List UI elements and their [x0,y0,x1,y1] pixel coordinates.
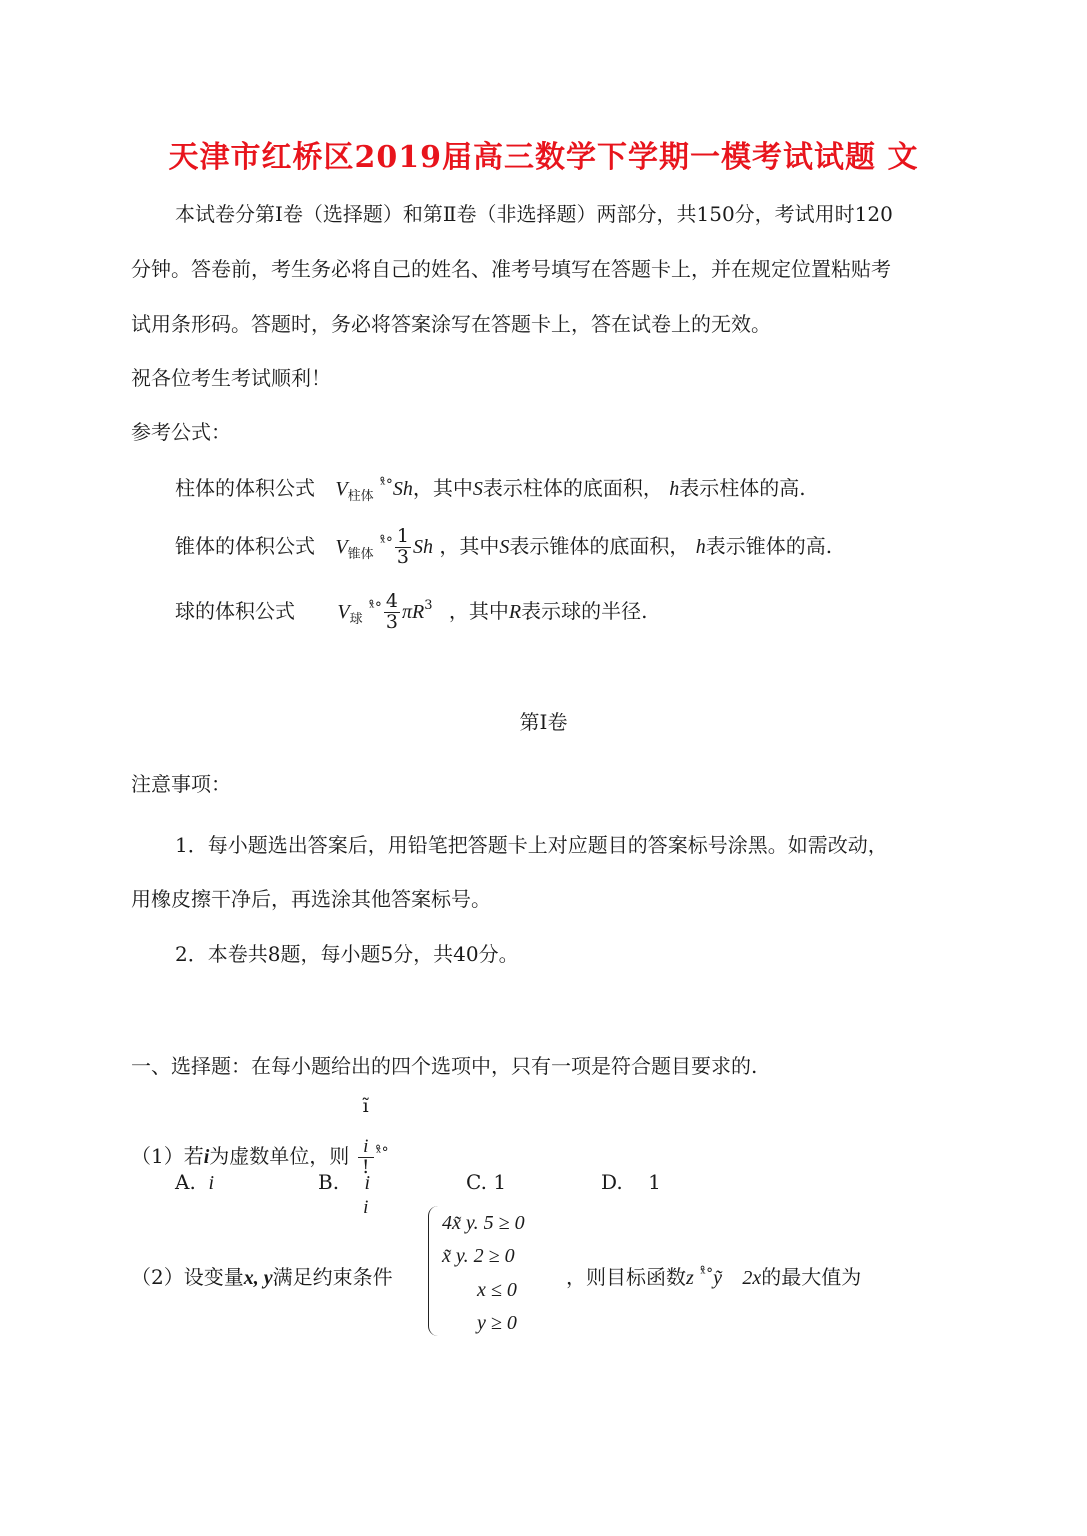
constraint-1: 4x̃ y. 5 ≥ 0 [442,1212,525,1234]
q1-option-a[interactable]: A. i [175,1170,215,1194]
formula-cone-label: 锥体的体积公式 [175,533,315,558]
formulas-heading: 参考公式： [131,420,231,444]
constraint-3: x ≤ 0 [477,1279,517,1301]
q1-option-c[interactable]: C. 1 [466,1170,507,1194]
constraint-4: y ≥ 0 [477,1312,517,1334]
fraction-four-thirds: $\frac{4}{3}$ [385,590,398,633]
intro-line-1: 本试卷分第Ⅰ卷（选择题）和第Ⅱ卷（非选择题）两部分，共150分，考试用时120 [175,202,893,226]
formula-cylinder-label: 柱体的体积公式 [175,476,315,500]
question-2-suffix: ，则目标函数z $^{ˣ̊^\circ}$ỹ 2x的最大值为 [566,1265,862,1289]
notice-heading: 注意事项： [131,772,231,796]
note-1-line-2: 用橡皮擦干净后，再选涂其他答案标号。 [131,887,491,911]
page-title: 天津市红桥区2019届高三数学下学期一模考试试题 文 [168,140,919,175]
constraint-brace [428,1206,441,1336]
question-1-fraction: ĩ i ! i [358,1097,374,1218]
formula-sphere: 球的体积公式 $V_球$ $^{ˣ̊^\circ}$ $\frac{4}{3}$ $\pi R^3$ ，其中R表示球的半径. [175,590,648,633]
wish-line: 祝各位考生考试顺利！ [131,366,331,390]
question-1: （1）若i为虚数单位，则 ĩ i ! i $^{ˣ̊^\circ}$ [131,1095,389,1218]
intro-line-3: 试用条形码。答题时，务必将答案涂写在答题卡上，答在试卷上的无效。 [131,312,771,336]
section-heading: 第Ⅰ卷 [519,710,568,734]
constraint-2: x̃ y. 2 ≥ 0 [442,1245,515,1267]
part-heading: 一、选择题：在每小题给出的四个选项中，只有一项是符合题目要求的. [131,1054,758,1078]
note-1-line-1: 1．每小题选出答案后，用铅笔把答题卡上对应题目的答案标号涂黑。如需改动， [175,833,888,857]
formula-sphere-label: 球的体积公式 [175,598,295,623]
intro-line-2: 分钟。答卷前，考生务必将自己的姓名、准考号填写在答题卡上，并在规定位置粘贴考 [131,257,891,281]
formula-cone: 锥体的体积公式 $V_{锥体}$ $^{ˣ̊^\circ}$ $\frac{1}{3}$ Sh ，其中S表示锥体的底面积， h表示锥体的高. [175,525,833,568]
fraction-one-third: $\frac{1}{3}$ [396,525,409,568]
q1-option-b[interactable]: B. i [318,1170,371,1194]
formula-cylinder: 柱体的体积公式 $V_{柱体}$ $^{ˣ̊^\circ}$Sh，其中S表示柱体的底面积， h表示柱体的高. [175,476,806,504]
note-2: 2．本卷共8题，每小题5分，共40分。 [175,942,519,966]
question-2-prefix: （2）设变量x, y满足约束条件 [131,1265,393,1289]
q1-option-d[interactable]: D. 1 [601,1170,661,1194]
